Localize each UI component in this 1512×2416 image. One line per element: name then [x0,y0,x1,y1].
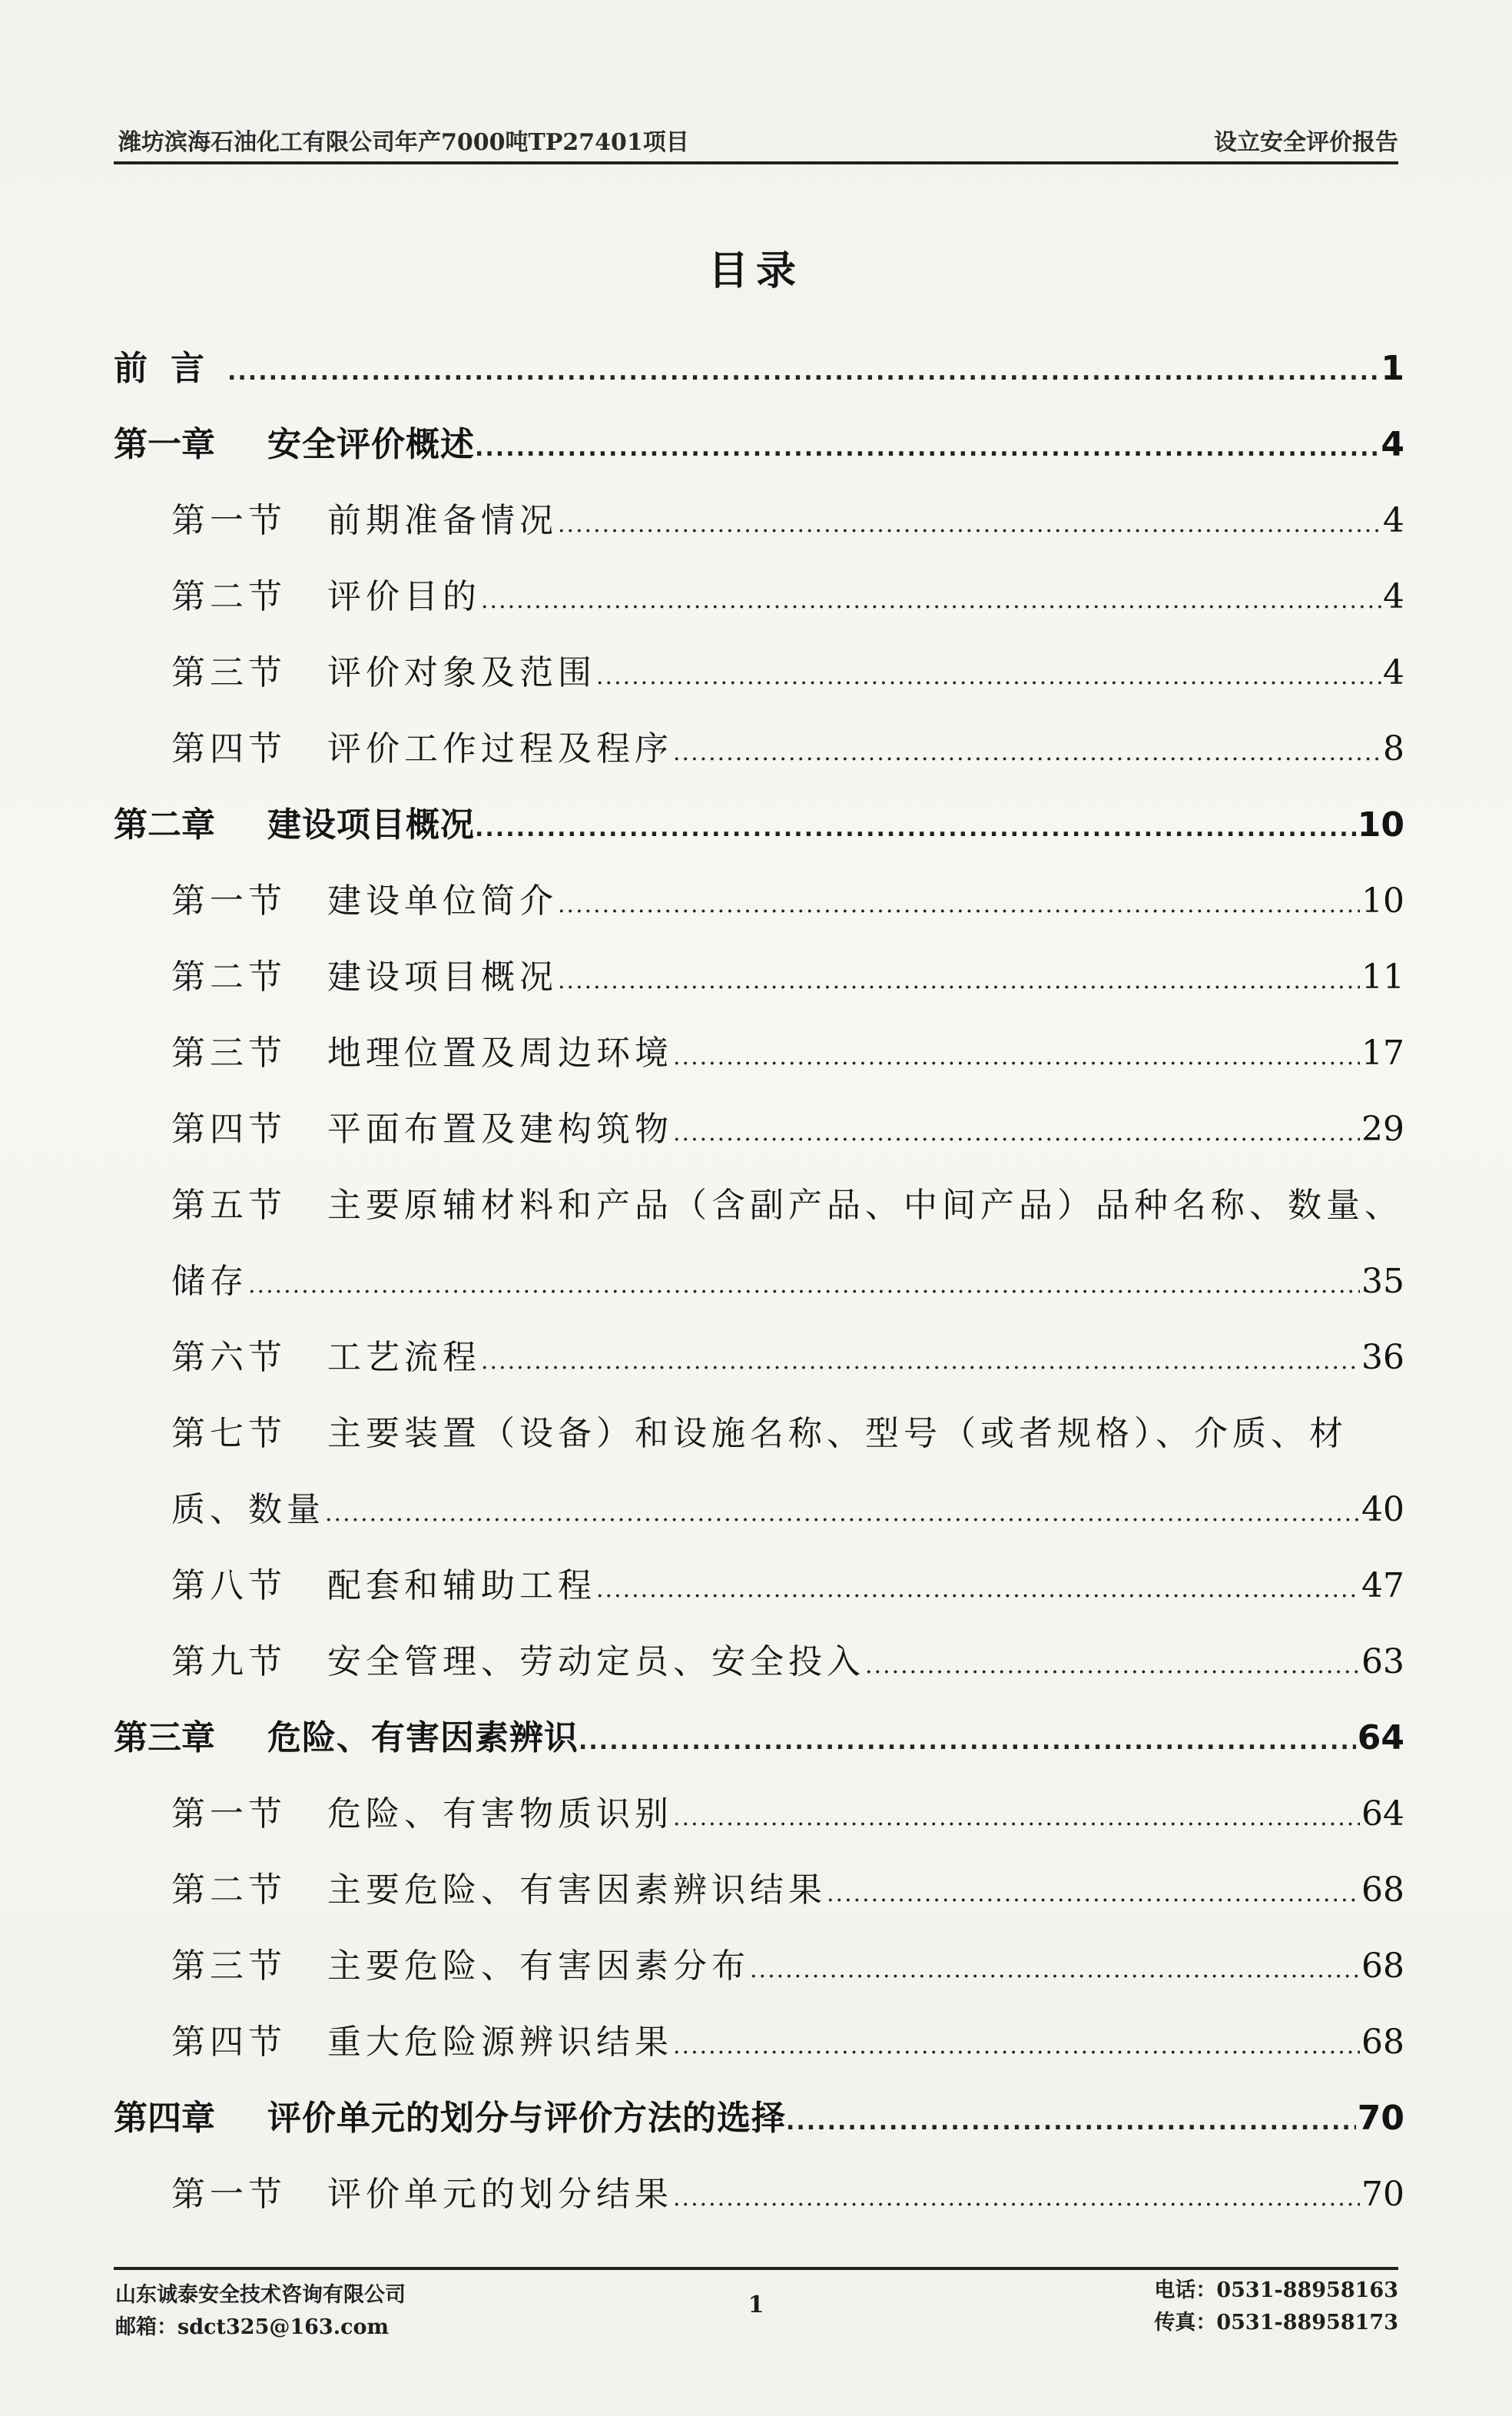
toc-entry-title: 建设项目概况 [267,805,475,845]
toc-entry-row [114,1243,1404,1319]
dot-leader [750,1932,1360,2008]
dot-leader [673,715,1381,791]
toc-entry-row [114,1319,1404,1396]
toc-chapter-entry[interactable] [114,330,1404,407]
toc-chapter-entry[interactable] [114,787,1404,863]
dot-leader [673,1095,1360,1171]
dot-leader [248,1247,1360,1323]
toc-section-entry[interactable] [114,939,1404,1015]
toc-entry-page: 29 [1361,1110,1404,1149]
toc-chapter-entry[interactable] [114,1700,1404,1776]
toc-entry-title-continuation: 质、数量 [171,1490,325,1529]
page-number: 1 [748,2292,764,2318]
toc-section-entry[interactable] [114,1624,1404,1700]
toc-entry-row [114,1472,1404,1548]
toc-entry-title: 评价单元的划分与评价方法的选择 [267,2099,786,2138]
toc-entry-page: 10 [1357,805,1404,845]
toc-entry-title: 危险、有害因素辨识 [267,1718,579,1757]
toc-title: 目录 [708,248,804,294]
toc-entry-page: 64 [1361,1794,1404,1834]
toc-entry-page: 68 [1361,2023,1404,2062]
dot-leader [227,334,1379,410]
dot-leader [827,1856,1360,1932]
toc-entry-title: 重大危险源辨识结果 [327,2023,673,2062]
toc-entry-row [114,1015,1404,1091]
toc-entry-label: 第四节 [171,2023,287,2062]
toc-entry-first-line [114,1396,1404,1472]
toc-section-entry[interactable] [114,1319,1404,1396]
toc-entry-title: 安全管理、劳动定员、安全投入 [327,1642,865,1681]
footer-fax: 传真：0531-88958173 [1154,2311,1398,2335]
toc-entry-title: 主要危险、有害因素分布 [327,1946,750,1986]
toc-entry-label: 第二章 [114,805,215,845]
toc-entry-label: 第四节 [171,1110,287,1149]
toc-section-entry[interactable] [114,1852,1404,1928]
dot-leader [475,791,1356,867]
toc-entry-title: 平面布置及建构筑物 [327,1110,673,1149]
footer-email: 邮箱：sdct325@163.com [115,2315,390,2339]
toc-entry-title: 危险、有害物质识别 [327,1794,673,1834]
toc-entry-label: 第六节 [171,1338,287,1377]
toc-entry-row [114,2080,1404,2156]
toc-entry-page: 4 [1383,577,1404,616]
toc-entry-title: 主要原辅材料和产品（含副产品、中间产品）品种名称、数量、 [327,1186,1403,1225]
dot-leader [596,639,1381,715]
toc-entry-page: 64 [1357,1718,1404,1757]
toc-entry-title: 前期准备情况 [327,501,558,540]
toc-section-entry[interactable] [114,1091,1404,1167]
toc-section-entry[interactable] [114,1396,1404,1548]
footer-phone: 电话：0531-88958163 [1154,2278,1398,2302]
toc-entry-title: 评价单元的划分结果 [327,2175,673,2214]
toc-section-entry[interactable] [114,1776,1404,1852]
dot-leader [596,1551,1360,1628]
toc-entry-label: 第三章 [114,1718,215,1757]
dot-leader [481,563,1381,639]
dot-leader [558,486,1381,563]
page-footer [114,2267,1398,2355]
toc-entry-title: 建设项目概况 [327,957,558,997]
toc-section-entry[interactable] [114,2156,1404,2232]
dot-leader [475,410,1379,486]
toc-entry-row [114,2004,1404,2080]
dot-leader [673,2008,1360,2084]
toc-entry-page: 11 [1361,957,1404,997]
dot-leader [673,1780,1360,1856]
toc-entry-page: 63 [1361,1642,1404,1681]
toc-entry-row [114,1624,1404,1700]
toc-entry-row [114,863,1404,939]
toc-entry-label: 前言 [114,349,227,388]
toc-entry-page: 70 [1357,2099,1404,2138]
toc-entry-title: 工艺流程 [327,1338,481,1377]
toc-entry-row [114,407,1404,483]
header-project-title: 潍坊滨海石油化工有限公司年产7000吨TP27401项目 [118,129,689,156]
toc-chapter-entry[interactable] [114,2080,1404,2156]
toc-section-entry[interactable] [114,1015,1404,1091]
dot-leader [786,2084,1356,2160]
toc-entry-title: 安全评价概述 [267,425,475,464]
toc-section-entry[interactable] [114,483,1404,559]
toc-section-entry[interactable] [114,559,1404,635]
toc-entry-page: 10 [1361,881,1404,921]
toc-entry-page: 4 [1383,501,1404,540]
toc-section-entry[interactable] [114,711,1404,787]
toc-entry-row [114,1852,1404,1928]
footer-company: 山东诚泰安全技术咨询有限公司 [115,2283,406,2307]
toc-entry-row [114,787,1404,863]
page-header [114,121,1398,164]
toc-section-entry[interactable] [114,1928,1404,2004]
toc-entry-label: 第五节 [171,1186,287,1225]
toc-entry-title: 评价工作过程及程序 [327,729,673,768]
toc-entry-label: 第四节 [171,729,287,768]
dot-leader [325,1475,1360,1551]
toc-entry-label: 第一节 [171,1794,287,1834]
toc-entry-label: 第八节 [171,1566,287,1605]
toc-entry-label: 第四章 [114,2099,215,2138]
toc-entry-page: 40 [1361,1490,1404,1529]
toc-entry-label: 第七节 [171,1414,287,1453]
header-report-type: 设立安全评价报告 [1214,129,1398,156]
toc-entry-row [114,1091,1404,1167]
toc-entry-row [114,1776,1404,1852]
toc-entry-title: 配套和辅助工程 [327,1566,596,1605]
toc-section-entry[interactable] [114,1167,1404,1319]
toc-section-entry[interactable] [114,2004,1404,2080]
dot-leader [579,1704,1356,1780]
toc-entry-row [114,1700,1404,1776]
toc-entry-row [114,2156,1404,2232]
toc-entry-row [114,711,1404,787]
toc-entry-label: 第三节 [171,1946,287,1986]
toc-entry-title: 建设单位简介 [327,881,558,921]
toc-entry-page: 68 [1361,1946,1404,1986]
toc-entry-title: 评价目的 [327,577,481,616]
toc-entry-row [114,330,1404,407]
toc-entry-page: 17 [1361,1034,1404,1073]
toc-entry-label: 第九节 [171,1642,287,1681]
toc-entry-title: 主要危险、有害因素辨识结果 [327,1870,827,1910]
toc-section-entry[interactable] [114,1548,1404,1624]
toc-entry-page: 70 [1361,2175,1404,2214]
dot-leader [558,867,1360,943]
toc-section-entry[interactable] [114,635,1404,711]
toc-entry-page: 4 [1383,653,1404,692]
toc-entry-page: 47 [1361,1566,1404,1605]
toc-entry-first-line [114,1167,1404,1243]
toc-entry-label: 第二节 [171,1870,287,1910]
toc-entry-row [114,483,1404,559]
dot-leader [481,1323,1360,1399]
toc-entry-page: 35 [1361,1262,1404,1301]
dot-leader [865,1628,1360,1704]
toc-entry-row [114,635,1404,711]
dot-leader [673,2160,1360,2236]
table-of-contents [114,330,1404,2232]
toc-entry-row [114,939,1404,1015]
toc-entry-label: 第二节 [171,957,287,997]
toc-chapter-entry[interactable] [114,407,1404,483]
toc-entry-page: 36 [1361,1338,1404,1377]
toc-entry-page: 8 [1383,729,1404,768]
toc-entry-title: 评价对象及范围 [327,653,596,692]
toc-entry-title-continuation: 储存 [171,1262,248,1301]
toc-entry-label: 第三节 [171,653,287,692]
toc-entry-title: 主要装置（设备）和设施名称、型号（或者规格）、介质、材 [327,1414,1348,1453]
toc-entry-title: 地理位置及周边环境 [327,1034,673,1073]
toc-entry-page: 4 [1381,425,1404,464]
toc-entry-label: 第一节 [171,881,287,921]
toc-entry-label: 第二节 [171,577,287,616]
toc-entry-row [114,1548,1404,1624]
toc-entry-label: 第一章 [114,425,215,464]
toc-entry-label: 第一节 [171,2175,287,2214]
toc-entry-label: 第三节 [171,1034,287,1073]
toc-entry-page: 1 [1381,349,1404,388]
toc-entry-row [114,1928,1404,2004]
dot-leader [558,943,1360,1019]
dot-leader [673,1019,1360,1095]
toc-entry-row [114,559,1404,635]
toc-entry-page: 68 [1361,1870,1404,1910]
toc-section-entry[interactable] [114,863,1404,939]
toc-entry-label: 第一节 [171,501,287,540]
